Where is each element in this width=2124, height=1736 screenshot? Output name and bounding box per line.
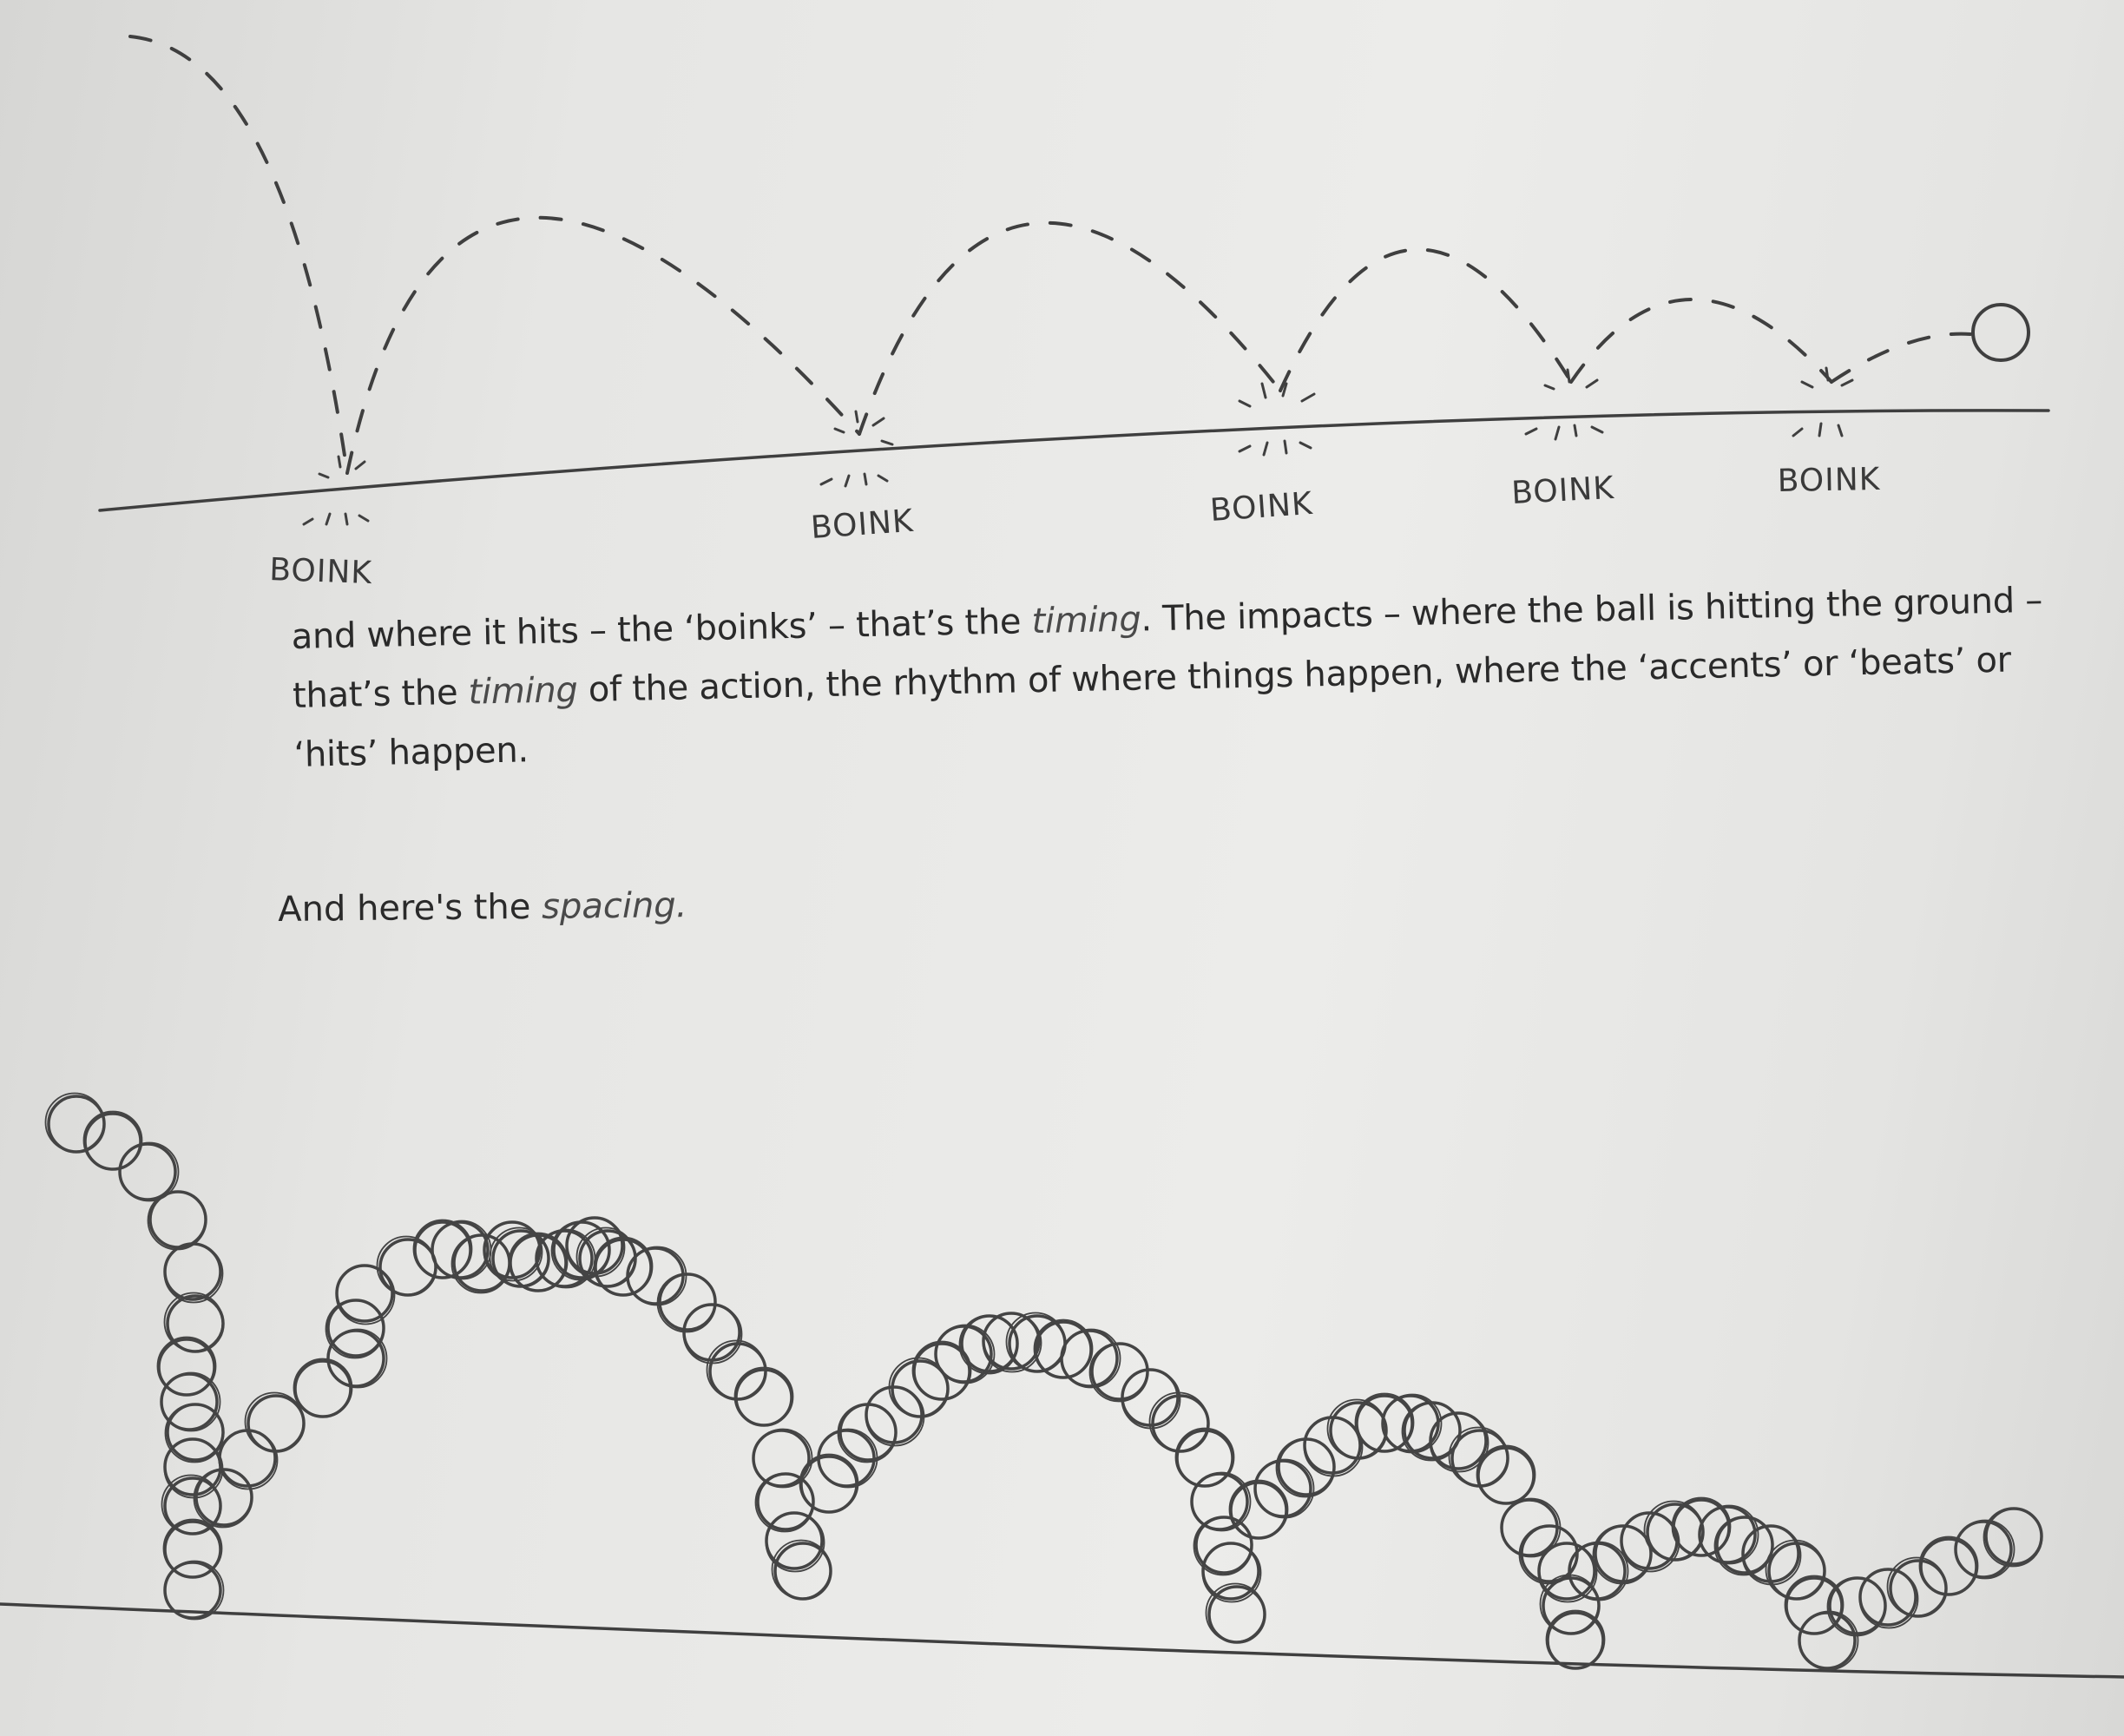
text-span: of the action, the rhythm of where things happen, where the ‘accents’ or ‘beats’ or ‘hits’ happen.	[293, 640, 2012, 775]
ball-drawing	[49, 1096, 104, 1152]
boink-label-2: BOINK	[809, 503, 915, 546]
boink-label-4: BOINK	[1510, 470, 1615, 511]
ground-line-bottom	[0, 1604, 2124, 1677]
ball-drawing	[378, 1237, 436, 1295]
boink-label-1: BOINK	[268, 552, 373, 592]
ball-drawing	[1548, 1613, 1603, 1668]
ball-drawing	[246, 1393, 304, 1451]
ball-drawing	[1230, 1481, 1288, 1539]
ball-drawing	[800, 1455, 858, 1513]
ball-drawing	[165, 1245, 223, 1303]
ball-drawing	[801, 1457, 857, 1512]
boink-label-3: BOINK	[1208, 485, 1314, 529]
ball-drawing	[148, 1192, 207, 1250]
text-span: . The impacts – where the ball is hitting the ground – that’s the	[292, 580, 2043, 716]
ball-drawing	[295, 1361, 351, 1417]
ball-drawing	[84, 1112, 142, 1170]
ball-drawing	[819, 1430, 878, 1488]
ball-drawing	[1920, 1537, 1978, 1595]
text-span: and where it hits – the ‘boinks’ – that’s the	[291, 602, 1033, 657]
ball-drawing	[756, 1474, 814, 1532]
ball-drawing	[1921, 1539, 1976, 1595]
ball-drawing	[415, 1222, 470, 1278]
ball-drawing	[1207, 1584, 1265, 1642]
ball-drawing	[452, 1235, 510, 1293]
ball-drawing	[1231, 1483, 1286, 1538]
ball-drawing	[773, 1541, 831, 1599]
ball-drawing	[1478, 1448, 1534, 1503]
ball-drawing	[1209, 1587, 1265, 1642]
ball-drawing	[1547, 1611, 1605, 1669]
ball-drawing	[194, 1470, 253, 1528]
text-span: And here's the	[278, 886, 543, 930]
ball-drawing	[166, 1404, 224, 1463]
ball-drawing	[46, 1094, 104, 1152]
ball-drawing	[220, 1431, 278, 1489]
ball-drawing	[294, 1359, 352, 1417]
ball-drawing	[1828, 1578, 1886, 1636]
ball-drawing	[766, 1514, 825, 1572]
ball-drawings	[46, 1094, 2042, 1670]
ball-drawing	[85, 1114, 141, 1169]
ball-drawing	[1541, 1575, 1599, 1634]
spacing-emphasis: spacing.	[541, 885, 687, 927]
ball-drawing	[380, 1240, 436, 1295]
timing-emphasis: timing	[1031, 599, 1141, 642]
ball-drawing	[1800, 1612, 1858, 1670]
timing-emphasis-2: timing	[468, 670, 578, 713]
ball-drawing	[337, 1266, 395, 1325]
ball-drawing	[1891, 1561, 1946, 1616]
ball-drawing	[248, 1396, 304, 1451]
boink-label-5: BOINK	[1777, 461, 1881, 499]
